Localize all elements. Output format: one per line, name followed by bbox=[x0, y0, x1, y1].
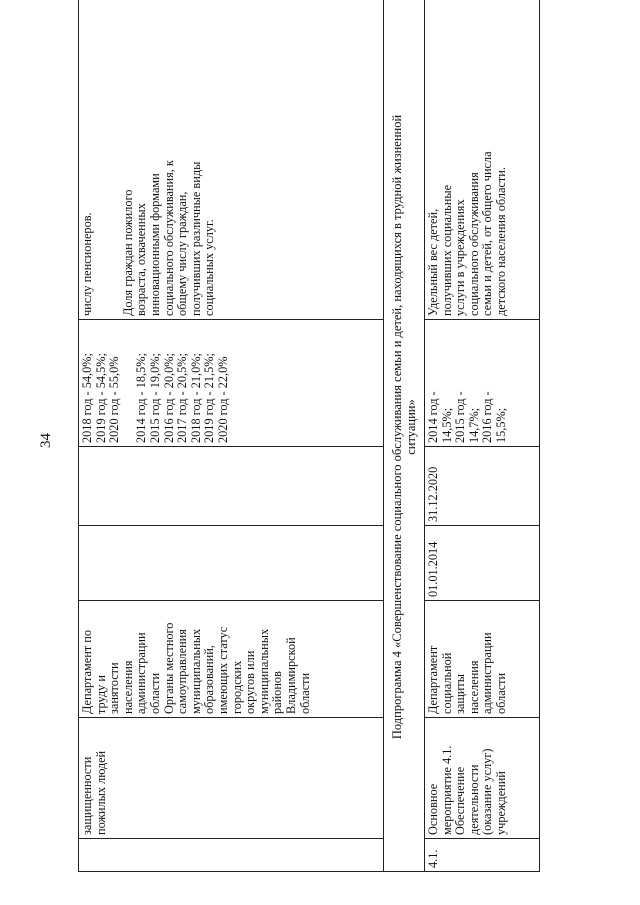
executor-cell bbox=[79, 601, 384, 718]
text-line: 2016 год - 20,0%; bbox=[161, 353, 176, 443]
text-line: деятельности bbox=[466, 764, 481, 835]
text-line: Органы местного bbox=[161, 622, 176, 714]
text-line: 2014 год - bbox=[426, 391, 440, 443]
text-line: области bbox=[297, 672, 312, 714]
text-line: пожилых людей bbox=[93, 750, 108, 835]
text-line: защиты bbox=[453, 673, 468, 714]
row-number-cell bbox=[79, 839, 384, 872]
indicator-description-cell bbox=[425, 0, 540, 320]
text-line: Подпрограмма 4 «Совершенствование социального обслуживания семьи и детей, находящихся в трудной жизненной bbox=[390, 114, 404, 740]
row-number-cell: 4.1. bbox=[425, 839, 540, 872]
text-line: возраста, охваченных bbox=[134, 203, 149, 316]
text-line: Обеспечение bbox=[453, 766, 468, 835]
text-line: администрации bbox=[480, 632, 495, 714]
text-line: населения bbox=[466, 660, 481, 714]
text-line: 2015 год - 19,0%; bbox=[147, 353, 162, 443]
text-line: учреждений bbox=[493, 771, 508, 835]
text-line: 2019 год - 21,5%; bbox=[202, 353, 217, 443]
text-line: населения bbox=[120, 660, 135, 714]
page-number: 34 bbox=[38, 433, 54, 448]
end-date-cell: 31.12.2020 bbox=[425, 447, 540, 526]
text-line: инновационными формами bbox=[147, 173, 162, 316]
start-date-cell bbox=[79, 526, 384, 601]
text-line: 2014 год - 18,5%; bbox=[134, 353, 149, 443]
text-line bbox=[122, 323, 136, 443]
event-name-cell bbox=[425, 718, 540, 839]
table-row bbox=[79, 0, 384, 872]
text-line: детского населения области. bbox=[493, 167, 508, 316]
text-line: имеющих статус bbox=[215, 626, 230, 714]
text-line: труду и bbox=[93, 675, 108, 714]
table-row bbox=[425, 0, 540, 872]
text-line: социальной bbox=[439, 652, 454, 714]
text-line: Основное bbox=[426, 783, 440, 835]
text-line: Доля граждан пожилого bbox=[120, 189, 135, 316]
text-line: Удельный вес детей, bbox=[426, 208, 440, 316]
text-line: занятости bbox=[107, 662, 122, 714]
text-line: муниципальных bbox=[256, 628, 271, 714]
start-date-cell: 01.01.2014 bbox=[425, 526, 540, 601]
text-line: социального обслуживания bbox=[466, 172, 481, 316]
text-line: администрации bbox=[134, 632, 149, 714]
indicator-values-cell bbox=[79, 320, 384, 447]
text-line: округов или bbox=[243, 650, 258, 714]
indicator-description-cell bbox=[79, 0, 384, 320]
text-line: числу пенсионеров. bbox=[80, 212, 94, 316]
text-line: семьи и детей, от общего числа bbox=[480, 151, 495, 316]
end-date-cell bbox=[79, 447, 384, 526]
text-line: социального обслуживания, к bbox=[161, 160, 176, 316]
text-line: Владимирской bbox=[283, 637, 298, 714]
text-line: общему числу граждан, bbox=[175, 191, 190, 316]
text-line: Департамент bbox=[426, 645, 440, 714]
executor-cell bbox=[425, 601, 540, 718]
text-line: 2020 год - 22,0% bbox=[215, 356, 230, 443]
text-line: городских bbox=[229, 660, 244, 714]
text-line: услуги в учреждениях bbox=[453, 199, 468, 316]
text-line: 2016 год - bbox=[480, 391, 495, 443]
program-table bbox=[78, 0, 540, 872]
text-line: (оказание услуг) bbox=[480, 748, 495, 835]
subprogram-title bbox=[384, 0, 425, 872]
text-line: социальных услуг. bbox=[202, 219, 217, 316]
text-line: муниципальных bbox=[188, 628, 203, 714]
text-line: 2019 год - 54,5%; bbox=[93, 353, 108, 443]
text-line: Департамент по bbox=[80, 629, 94, 714]
text-line: районов bbox=[270, 671, 285, 714]
text-line bbox=[95, 0, 109, 316]
indicator-values-cell bbox=[425, 320, 540, 447]
text-line: самоуправления bbox=[175, 629, 190, 714]
text-line: 14,5%; bbox=[439, 407, 454, 443]
text-line: 14,7%; bbox=[466, 407, 481, 443]
text-line bbox=[108, 0, 122, 316]
event-name-cell bbox=[79, 718, 384, 839]
text-line: области bbox=[493, 672, 508, 714]
text-line: 2017 год - 20,5%; bbox=[175, 353, 190, 443]
subprogram-row bbox=[384, 0, 425, 872]
rotated-table-container bbox=[78, 32, 538, 872]
text-line: ситуации» bbox=[404, 399, 418, 455]
text-line: 2015 год - bbox=[453, 391, 468, 443]
text-line: образований, bbox=[202, 645, 217, 714]
text-line: 15,5%; bbox=[493, 407, 508, 443]
text-line: 2018 год - 54,0%; bbox=[80, 353, 94, 443]
text-line: 2018 год - 21,0%; bbox=[188, 353, 203, 443]
text-line: получивших различные виды bbox=[188, 161, 203, 316]
text-line: области bbox=[147, 672, 162, 714]
text-line: защищенности bbox=[80, 756, 94, 835]
text-line: получивших социальные bbox=[439, 184, 454, 316]
text-line: мероприятие 4.1. bbox=[439, 745, 454, 835]
text-line: 2020 год - 55,0% bbox=[107, 356, 122, 443]
